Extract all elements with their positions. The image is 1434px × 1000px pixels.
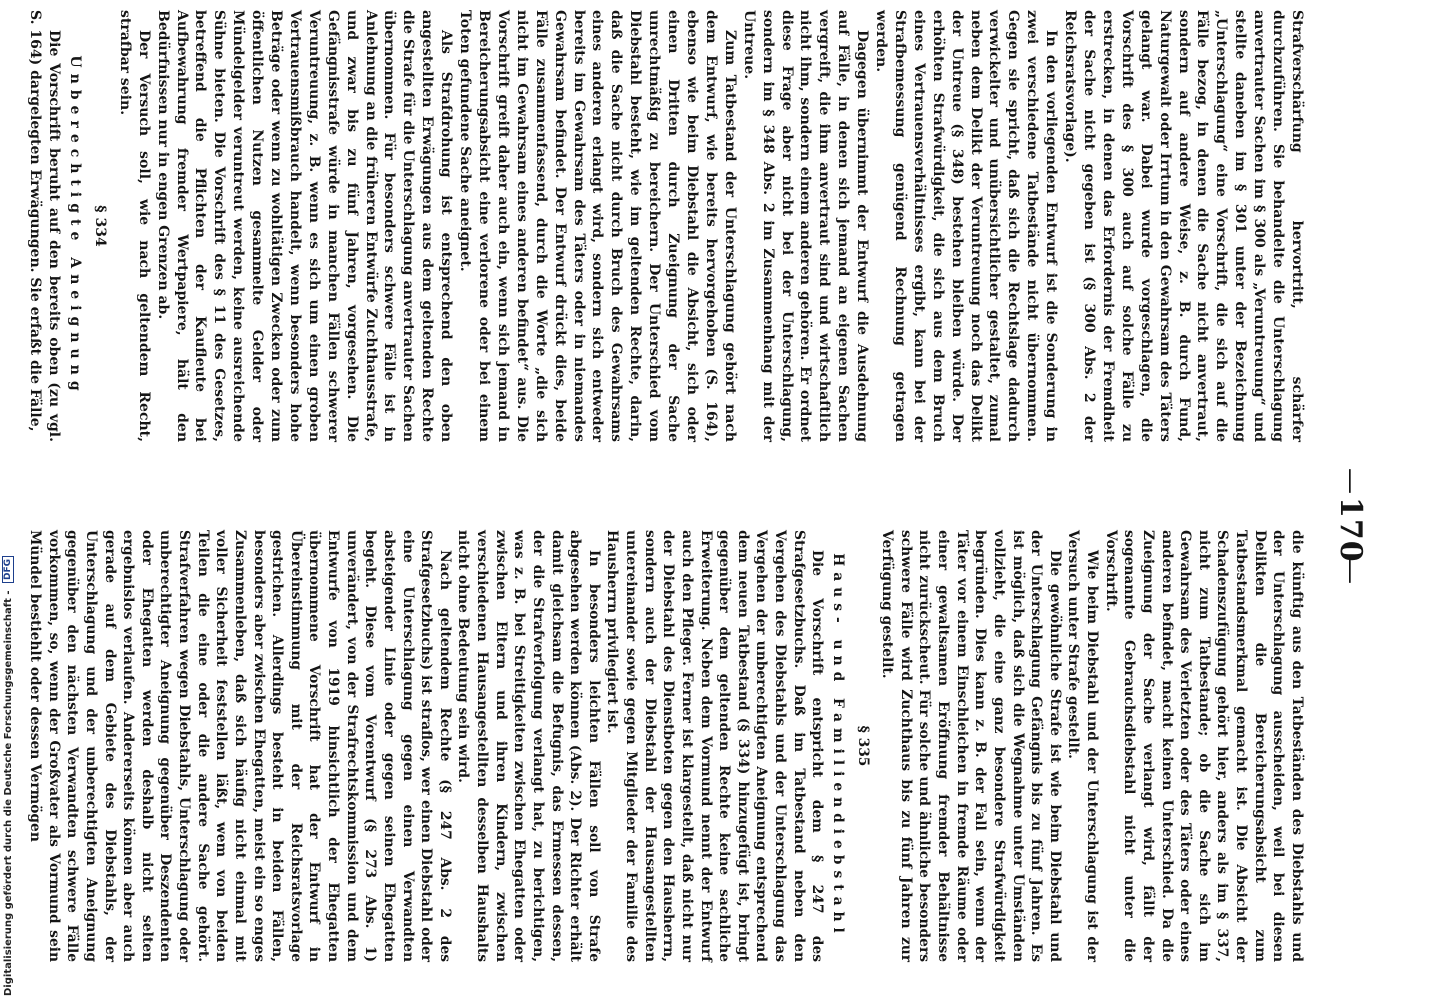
right-paragraph-1: die künftig aus den Tatbeständen des Diebstahls und der Unterschlagung ausscheiden, weil bei diesen Delikten die Bereicherungsabsicht zum Tatbestandsmerkmal gemacht ist. Die Absicht der Schadenszufügung gehört hier, anders als im § 337, nicht zum Tatbestande; ob die Sache sich im Gewahrsam des Verletzten oder des Täters oder eines anderen befindet, macht keinen Unterschied. Da die Zueignung der Sache verlangt wird, fällt der sogenannte Gebrauchsdiebstahl nicht unter die Vorschrift.: [1102, 530, 1305, 962]
section-heading-335: Haus- und Familiendiebstahl: [830, 553, 846, 939]
left-paragraph-3: Dagegen übernimmt der Entwurf die Ausdehnung auf Fälle, in denen sich jemand an eigenen Sachen vergreift, die ihm anvertraut sind und wirtschaftlich nicht ihm, sondern einem anderen gehören. Er ordnet diese Frage aber nicht bei der Unterschlagung, sondern im § 348 Abs. 2 im Zusammenhang mit der Untreue.: [740, 10, 871, 442]
digitisation-credit: [2, 6, 16, 996]
right-paragraph-5: In besonders leichten Fällen soll von Strafe abgesehen werden können (Abs. 2). Der Richter erhält damit gleichsam die Befugnis, das Ermessen dessen, der die Strafverfolgung verlangt hat, zu berichtigen, was z. B. bei Streitigkeiten zwischen Ehegatten oder zwischen Eltern und ihren Kindern, zwischen verschiedenen Hausangestellten desselben Haushalts nicht ohne Bedeutung sein wird.: [455, 530, 602, 962]
left-paragraph-1: Strafverschärfung hervortritt, schärfer durchzuführen. Sie behandelte die Unterschlagung anvertrauter Sachen im § 300 als „Veruntreuung“ und stellte daneben im § 301 unter der Bezeichnung „Unterschlagung“ eine Vorschrift, die sich auf die Fälle bezog, in denen die Sache nicht anvertraut, sondern auf andere Weise, z. B. durch Fund, Naturgewalt oder Irrtum in den Gewahrsam des Täters gelangt war. Dabei wurde vorgeschlagen, die Vorschrift des § 300 auch auf solche Fälle zu erstrecken, in denen das Erfordernis der Fremdheit der Sache nicht gegeben ist (§ 300 Abs. 2 der Reichsratsvorlage).: [1062, 10, 1305, 442]
dfg-logo: DFG: [2, 556, 14, 583]
right-paragraph-2: Wie beim Diebstahl und der Unterschlagung ist der Versuch unter Strafe gestellt.: [1065, 530, 1101, 962]
header-dash-right: —: [1336, 558, 1366, 584]
right-paragraph-4: Die Vorschrift entspricht dem § 247 des Strafgesetzbuchs. Daß im Tatbestand neben den Vergehen des Diebstahls und der Unterschlagung das Vergehen der unberechtigten Aneignung entsprechend dem neuen Tatbestand (§ 334) hinzugefügt ist, bringt gegenüber dem geltenden Rechte keine sachliche Erweiterung. Neben dem Vormund nennt der Entwurf auch den Pfleger. Ferner ist klargestellt, daß nicht nur der Diebstahl des Dienstboten gegen den Hausherrn, sondern auch der Diebstahl der Hausangestellten untereinander sowie gegen Mitglieder der Familie des Hausherrn privilegiert ist.: [604, 530, 826, 962]
right-column: [26, 530, 1307, 962]
left-paragraph-7: Die Vorschrift beruht auf den bereits oben (zu vgl. S. 164) dargelegten Erwägungen. Sie erfaßt die Fälle,: [27, 10, 63, 442]
left-paragraph-5: Als Strafdrohung ist entsprechend den oben angestellten Erwägungen aus dem geltenden Rechte die Strafe für die Unterschlagung anvertrauter Sachen übernommen. Für besonders schwere Fälle ist in Anlehnung an die früheren Entwürfe Zuchthausstrafe, und zwar bis zu fünf Jahren, vorgesehen. Die Gefängnisstrafe würde in manchen Fällen schwerer Veruntreuung, z. B. wenn es sich um einen groben Vertrauensmißbrauch handelt, wenn besonders hohe Beträge oder wenn zu wohltätigen Zwecken oder zum öffentlichen Nutzen gesammelte Gelder oder Mündelgelder veruntreut werden, keine ausreichende Sühne bieten. Die Vorschrift des § 11 des Gesetzes, betreffend die Pflichten der Kaufleute bei Aufbewahrung fremder Wertpapiere, hält den Bedürfnissen nur in engen Grenzen ab.: [154, 10, 455, 442]
right-paragraph-6: Nach geltendem Rechte (§ 247 Abs. 2 des Strafgesetzbuchs) ist straflos, wer einen Diebstahl oder eine Unterschlagung gegen einen Verwandten absteigender Linie oder gegen seinen Ehegatten begeht. Diese vom Vorentwurf (§ 273 Abs. 1) unverändert, von der Strafrechtskommission und dem Entwurfe von 1919 hinsichtlich der Ehegatten übernommene Vorschrift hat der Entwurf in Übereinstimmung mit der Reichsratsvorlage gestrichen. Allerdings besteht in beiden Fällen, besonders aber zwischen Ehegatten, meist ein so enges Zusammenleben, daß sich häufig nicht einmal mit voller Sicherheit feststellen läßt, wem von beiden Teilen die eine oder die andere Sache gehört. Strafverfahren wegen Diebstahls, Unterschlagung oder unberechtigter Aneignung gegenüber Deszendenten oder Ehegatten werden deshalb nicht selten ergebnislos verlaufen. Andererseits können aber auch gerade auf dem Gebiete des Diebstahls, der Unterschlagung und der unberechtigten Aneignung gegenüber den nächsten Verwandten schwere Fälle vorkommen, so, wenn der Großvater als Vormund sein Mündel bestiehlt oder dessen Vermögen: [27, 530, 453, 962]
section-number-334: § 334: [91, 205, 108, 247]
section-number-335: § 335: [854, 725, 871, 767]
left-paragraph-6: Der Versuch soll, wie nach geltendem Recht, strafbar sein.: [116, 10, 152, 442]
left-paragraph-4: Zum Tatbestand der Unterschlagung gehört nach dem Entwurf, wie bereits hervorgehoben (S. 164), ebenso wie beim Diebstahl die Absicht, sich oder einen Dritten durch Zueignung der Sache unrechtmäßig zu bereichern. Der Unterschied vom Diebstahl besteht, wie im geltenden Rechte, darin, daß die Sache nicht durch Bruch des Gewahrsams eines anderen erlangt wird, sondern sich entweder bereits im Gewahrsam des Täters oder in niemandes Gewahrsam befindet. Der Entwurf drückt dies, beide Fälle zusammenfassend, durch die Worte „die sich nicht im Gewahrsam eines anderen befindet“ aus. Die Vorschrift greift daher auch ein, wenn sich jemand in Bereicherungsabsicht eine verlorene oder bei einem Toten gefundene Sache aneignet.: [457, 10, 738, 442]
header-dash-left: —: [1336, 468, 1366, 494]
digitisation-credit-text: Digitalisierung gefördert durch die Deutsche Forschungsgemeinschaft -: [3, 590, 14, 996]
left-paragraph-2: In den vorliegenden Entwurf ist die Sonderung in zwei verschiedene Tatbestände nicht übernommen. Gegen sie spricht, daß sich die Rechtslage dadurch verwickelter und unübersichtlicher gestaltet, zumal neben dem Delikt der Veruntreuung noch das Delikt der Untreue (§ 348) bestehen bleiben würde. Der erhöhten Strafwürdigkeit, die sich aus dem Bruch eines Vertrauensverhältnisses ergibt, kann bei der Strafbemessung genügend Rechnung getragen werden.: [873, 10, 1060, 442]
page-number: 170: [1333, 497, 1368, 563]
left-column: [25, 10, 1306, 442]
section-heading-334: Unberechtigte Aneignung: [67, 55, 83, 397]
page-header: [1326, 0, 1366, 1000]
right-paragraph-3: Die gewöhnliche Strafe ist wie beim Diebstahl und der Unterschlagung Gefängnis bis zu fünf Jahren. Es ist möglich, daß sich die Wegnahme unter Umständen vollzieht, die eine ganz besondere Strafwürdigkeit begründen. Dies kann z. B. der Fall sein, wenn der Täter vor einem Einschleichen in fremde Räume oder einer gewaltsamen Eröffnung fremder Behältnisse nicht zurückscheut. Für solche und ähnliche besonders schwere Fälle wird Zuchthaus bis zu fünf Jahren zur Verfügung gestellt.: [879, 530, 1063, 962]
